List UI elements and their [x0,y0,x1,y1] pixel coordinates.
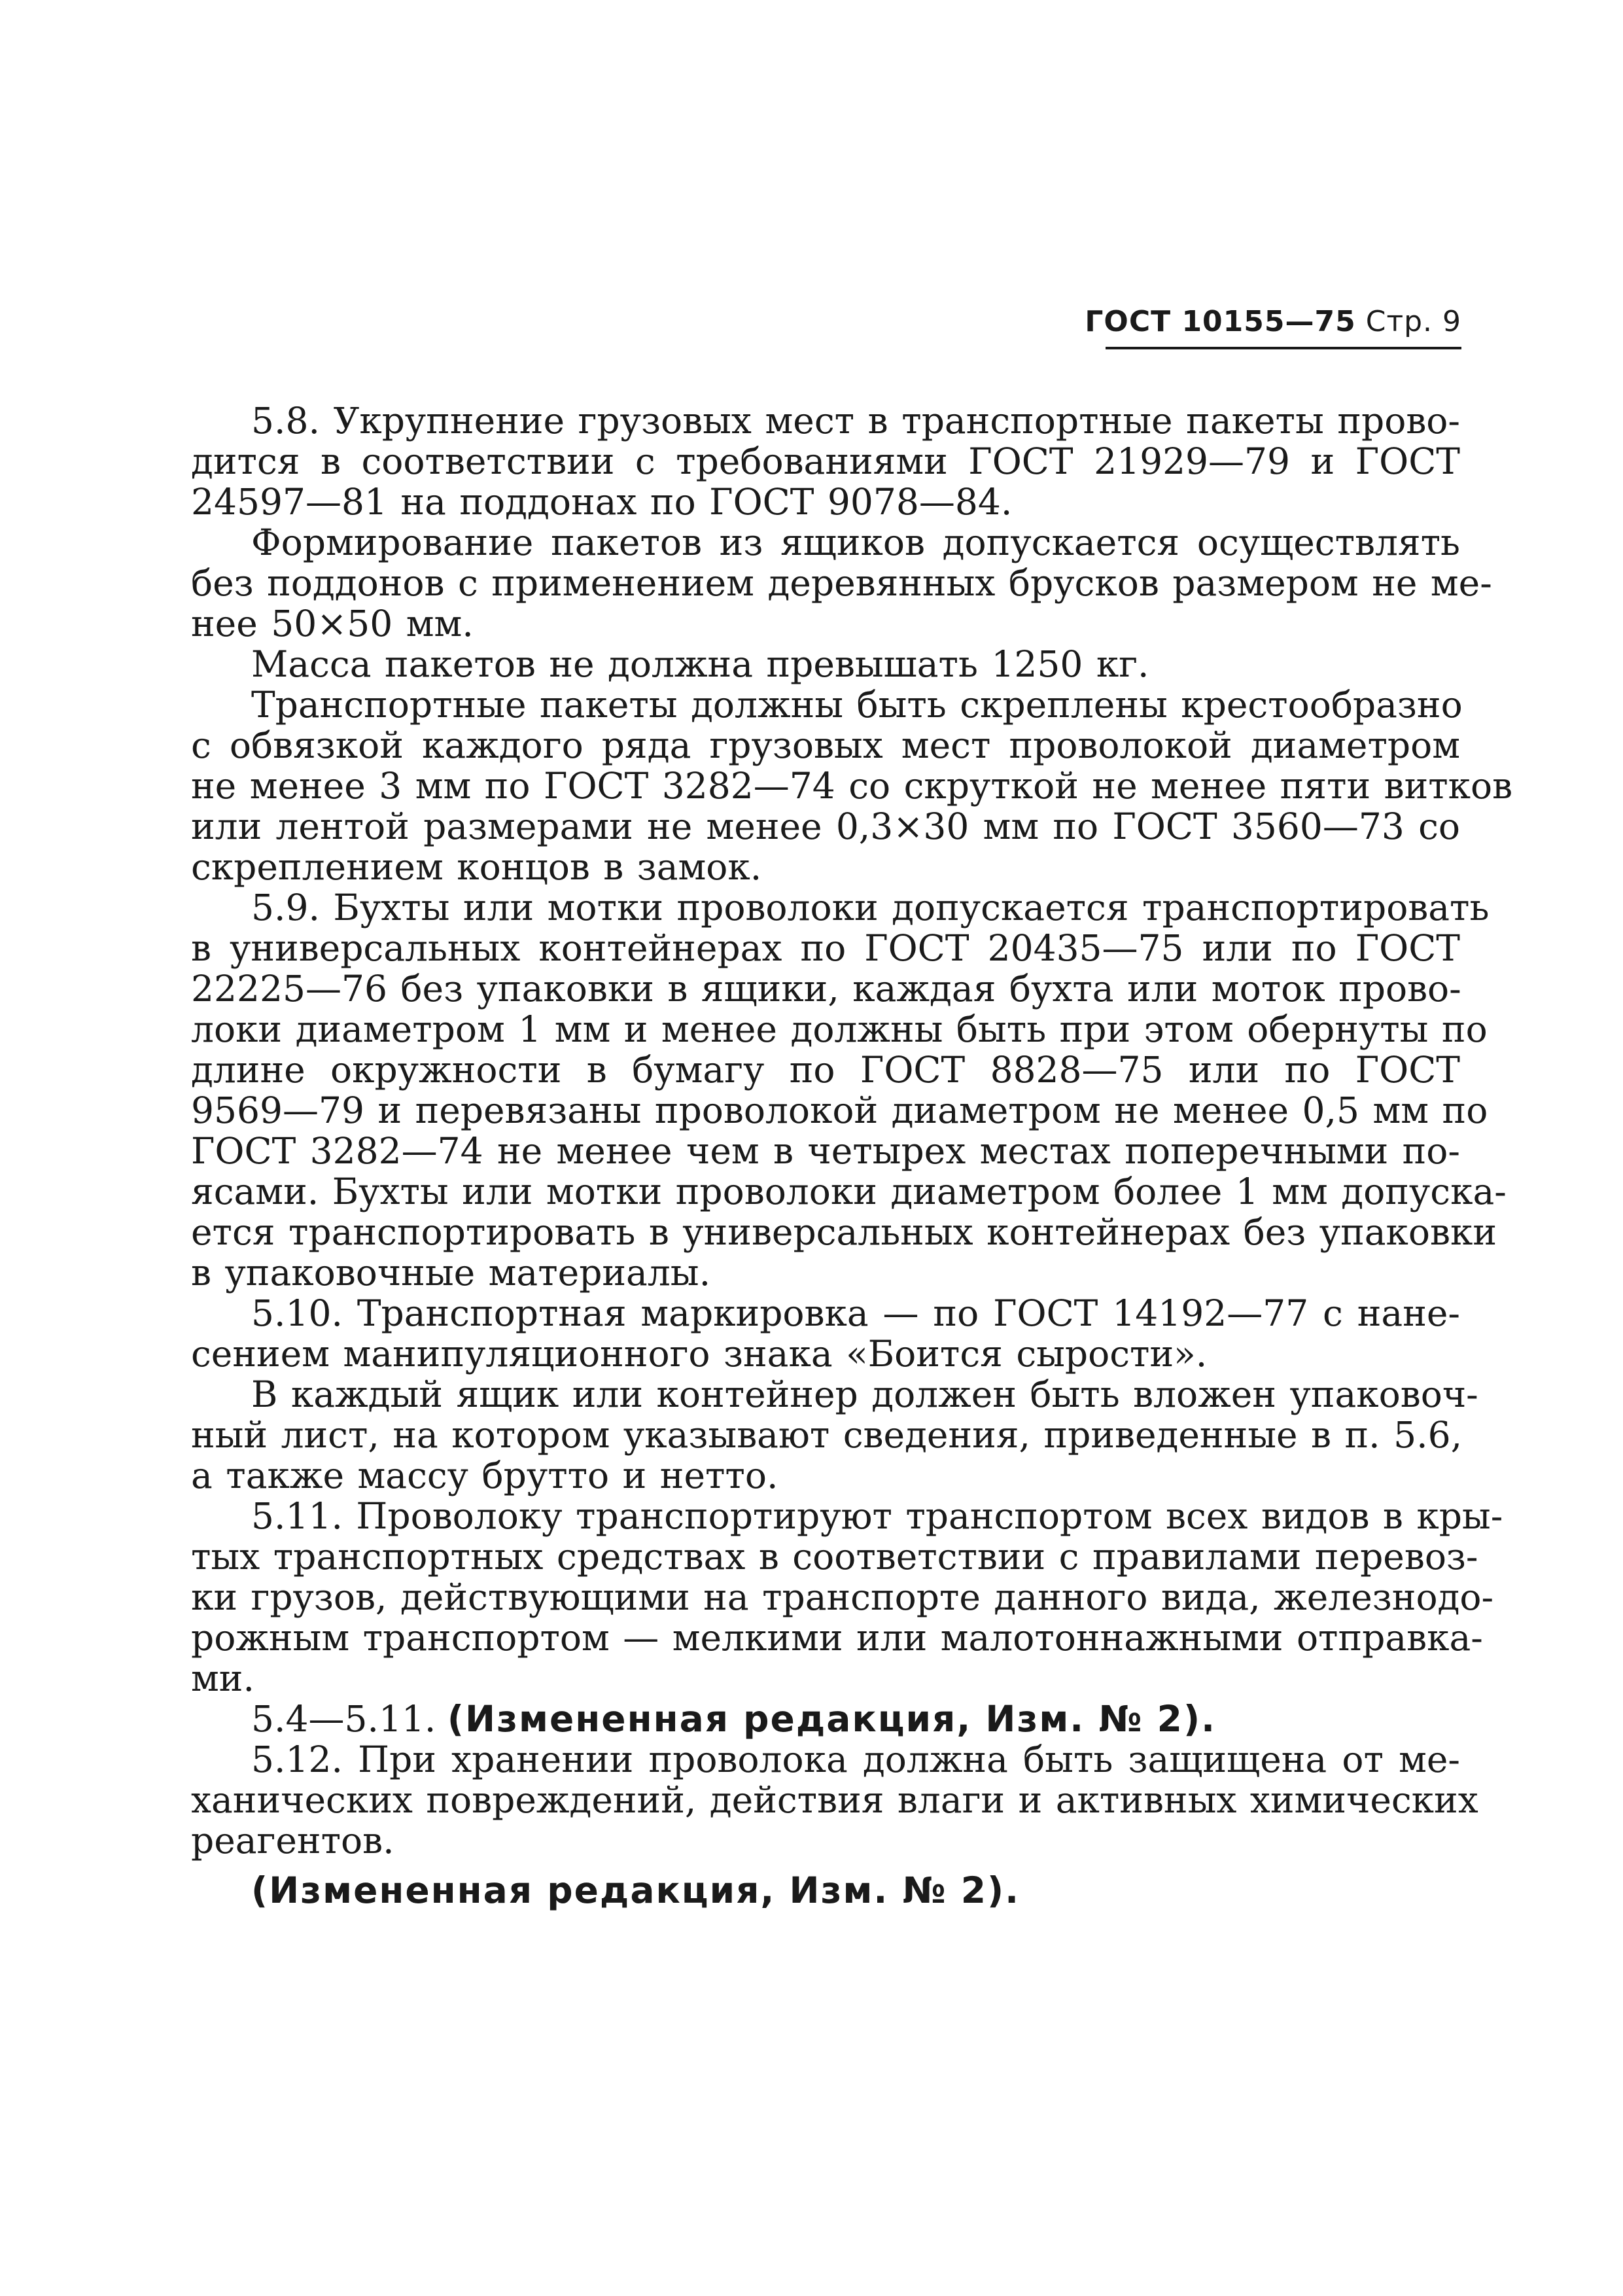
text-line: или лентой размерами не менее 0,3×30 мм по ГОСТ 3560—73 со [191,805,1460,847]
amendment-note-5-12 [191,1870,1460,1911]
text-line: сением манипуляционного знака «Боится сырости». [191,1333,1208,1375]
text-line: 24597—81 на поддонах по ГОСТ 9078—84. [191,481,1013,523]
text-line: не менее 3 мм по ГОСТ 3282—74 со скруткой не менее пяти витков [191,765,1513,807]
text-line: длине окружности в бумагу по ГОСТ 8828—75 или по ГОСТ [191,1049,1460,1091]
text-line: Транспортные пакеты должны быть скреплены крестообразно [251,684,1463,726]
text-line: 5.8. Укрупнение грузовых мест в транспортные пакеты прово- [251,400,1460,442]
paragraph-packing-list [191,1373,1478,1496]
text-line: локи диаметром 1 мм и менее должны быть при этом обернуты по [191,1008,1488,1050]
paragraph-formation [191,521,1492,645]
amendment-range: 5.4—5.11. [251,1698,447,1740]
amendment-note-5-4-5-11 [191,1699,1460,1739]
text-line: В каждый ящик или контейнер должен быть вложен упаковоч- [251,1373,1478,1415]
text-line: без поддонов с применением деревянных брусков размером не ме- [191,562,1492,604]
page-number: Стр. 9 [1365,305,1461,338]
text-line: реагентов. [191,1820,394,1862]
text-line: тых транспортных средствах в соответствии с правилами перевоз- [191,1536,1478,1578]
paragraph-bundling [191,684,1513,888]
text-line: ГОСТ 3282—74 не менее чем в четырех местах поперечными по- [191,1130,1460,1172]
text-line: Формирование пакетов из ящиков допускается осуществлять [251,521,1460,563]
text-line: ный лист, на котором указывают сведения, приведенные в п. 5.6, [191,1414,1463,1456]
text-line: дится в соответствии с требованиями ГОСТ 21929—79 и ГОСТ [191,440,1460,482]
text-line: в упаковочные материалы. [191,1252,711,1294]
text-line: 22225—76 без упаковки в ящики, каждая бухта или моток прово- [191,968,1461,1010]
paragraph-5-9 [191,887,1507,1294]
text-line: а также массу брутто и нетто. [191,1455,778,1496]
text-line: 5.10. Транспортная маркировка — по ГОСТ 14192—77 с нане- [251,1292,1460,1334]
document-code: ГОСТ 10155—75 [1085,305,1356,338]
text-line: ми. [191,1657,254,1699]
paragraph-5-11 [191,1495,1503,1699]
page-header [1085,302,1472,348]
text-line: нее 50×50 мм. [191,603,474,645]
header-rule [1106,347,1461,349]
paragraph-5-12 [191,1739,1478,1862]
text-line: ханических повреждений, действия влаги и активных химических [191,1779,1478,1821]
text-line: в универсальных контейнерах по ГОСТ 20435—75 или по ГОСТ [191,927,1460,969]
text-line: рожным транспортом — мелкими или малотоннажными отправка- [191,1617,1483,1659]
text-line: Масса пакетов не должна превышать 1250 кг. [251,643,1149,685]
amendment-label: (Измененная редакция, Изм. № 2). [251,1869,1021,1911]
amendment-label: (Измененная редакция, Изм. № 2). [447,1698,1216,1740]
text-line: 5.11. Проволоку транспортируют транспортом всех видов в кры- [251,1495,1503,1537]
text-line: 5.9. Бухты или мотки проволоки допускается транспортировать [251,887,1490,928]
text-line: 5.12. При хранении проволока должна быть защищена от ме- [251,1739,1460,1780]
text-line: 9569—79 и перевязаны проволокой диаметром не менее 0,5 мм по [191,1089,1488,1131]
document-body [191,400,1513,1911]
text-line: ется транспортировать в универсальных контейнерах без упаковки [191,1211,1497,1253]
text-line: скреплением концов в замок. [191,846,762,888]
paragraph-mass [191,644,1460,684]
text-line: с обвязкой каждого ряда грузовых мест проволокой диаметром [191,724,1460,766]
paragraph-5-8 [191,400,1460,522]
text-line: ясами. Бухты или мотки проволоки диаметром более 1 мм допуска- [191,1171,1507,1212]
header-text [1085,302,1461,342]
paragraph-5-10 [191,1293,1460,1374]
text-line: ки грузов, действующими на транспорте данного вида, железнодо- [191,1576,1494,1618]
